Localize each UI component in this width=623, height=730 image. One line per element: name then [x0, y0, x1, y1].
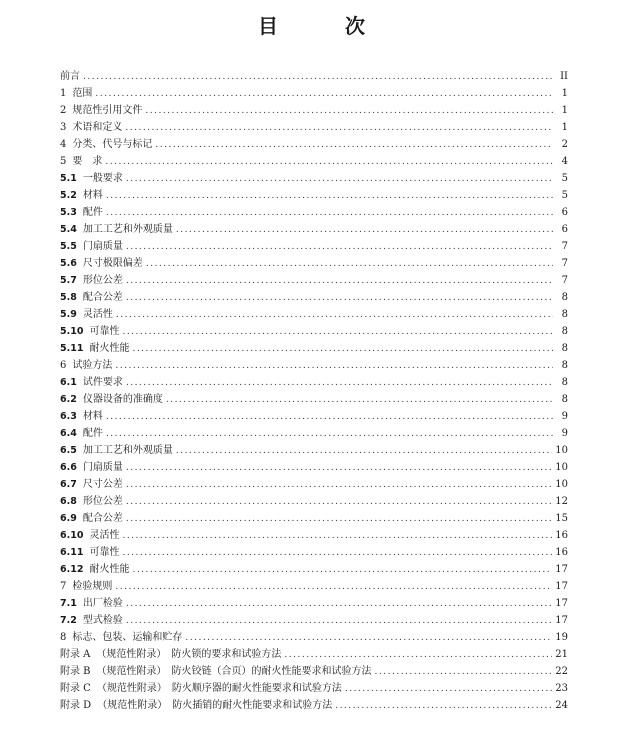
toc-entry-page: 24	[555, 700, 568, 711]
toc-entry-title: 门扇质量	[82, 241, 123, 252]
toc-entry[interactable]	[60, 661, 568, 678]
toc-entry-page: 1	[561, 122, 568, 133]
toc-dot-leader	[126, 377, 553, 389]
toc-entry-page: 17	[555, 564, 568, 575]
toc-entry[interactable]	[60, 440, 568, 457]
toc-dot-leader	[122, 530, 552, 542]
toc-dot-leader	[106, 411, 553, 423]
toc-entry-number: 4	[60, 139, 67, 150]
toc-entry-title: 检验规则	[72, 581, 113, 592]
toc-entry-page: 23	[555, 683, 568, 694]
toc-entry-number: 6	[60, 360, 67, 371]
toc-entry-title: 配合公差	[82, 513, 123, 524]
toc-dot-leader	[125, 122, 553, 134]
toc-entry-page: 8	[561, 360, 568, 371]
toc-dot-leader	[126, 598, 552, 610]
toc-entry-page: 1	[561, 88, 568, 99]
toc-entry-page: 5	[561, 190, 568, 201]
toc-entry-page: 8	[561, 309, 568, 320]
toc-dot-leader	[106, 190, 553, 202]
toc-dot-leader	[145, 105, 553, 117]
toc-entry-page: 7	[561, 275, 568, 286]
toc-entry-title: 配件	[82, 428, 103, 439]
toc-dot-leader	[126, 173, 553, 185]
toc-entry[interactable]	[60, 559, 568, 576]
toc-entry-title: 材料	[82, 190, 103, 201]
toc-entry[interactable]	[60, 542, 568, 559]
toc-entry-title: 分类、代号与标记	[72, 139, 153, 150]
toc-entry[interactable]	[60, 389, 568, 406]
toc-entry-page: 15	[555, 513, 568, 524]
toc-entry-title: 门扇质量	[82, 462, 123, 473]
toc-entry-page: 12	[555, 496, 568, 507]
page-title: 目 次	[258, 14, 395, 38]
toc-dot-leader	[126, 241, 553, 253]
toc-dot-leader	[122, 326, 553, 338]
toc-entry-title: 要 求	[72, 156, 103, 167]
toc-entry-number: 6.4	[60, 428, 77, 439]
toc-entry[interactable]	[60, 457, 568, 474]
toc-entry-title: （规范性附录） 防火锁的要求和试验方法	[96, 649, 282, 660]
toc-dot-leader	[106, 207, 553, 219]
toc-entry-title: 灵活性	[82, 309, 113, 320]
toc-entry[interactable]	[60, 508, 568, 525]
toc-entry-page: 9	[561, 428, 568, 439]
toc-entry-number: 附录 D	[60, 700, 92, 711]
toc-entry[interactable]	[60, 491, 568, 508]
toc-entry-page: 9	[561, 411, 568, 422]
toc-entry-number: 6.3	[60, 411, 77, 422]
toc-entry[interactable]	[60, 287, 568, 304]
toc-entry-page: 4	[561, 156, 568, 167]
toc-dot-leader	[116, 309, 553, 321]
toc-entry-number: 6.5	[60, 445, 77, 456]
toc-entry-number: 8	[60, 632, 67, 643]
toc-entry-number: 5.5	[60, 241, 77, 252]
toc-entry[interactable]	[60, 644, 568, 661]
toc-entry[interactable]	[60, 185, 568, 202]
toc-entry-number: 6.12	[60, 564, 84, 575]
toc-entry-number: 5.10	[60, 326, 84, 337]
toc-entry-page: 8	[561, 292, 568, 303]
toc-entry-page: 2	[561, 139, 568, 150]
toc-entry[interactable]	[60, 134, 568, 151]
toc-dot-leader	[126, 496, 552, 508]
toc-entry-page: 8	[561, 326, 568, 337]
toc-entry-page: 7	[561, 241, 568, 252]
toc-entry-page: 16	[555, 530, 568, 541]
toc-entry[interactable]	[60, 304, 568, 321]
toc-dot-leader	[146, 258, 553, 270]
toc-entry[interactable]	[60, 66, 568, 83]
toc-entry-number: 5.3	[60, 207, 77, 218]
toc-entry-page: 8	[561, 343, 568, 354]
toc-entry-page: 5	[561, 173, 568, 184]
toc-entry-title: （规范性附录） 防火铰链（合页）的耐火性能要求和试验方法	[96, 666, 372, 677]
toc-dot-leader	[185, 632, 552, 644]
toc-entry-page: 1	[561, 105, 568, 116]
toc-entry-number: 5.2	[60, 190, 77, 201]
toc-entry-number: 5.6	[60, 258, 77, 269]
toc-entry-title: 配件	[82, 207, 103, 218]
toc-entry-title: 尺寸极限偏差	[82, 258, 143, 269]
toc-entry-number: 6.10	[60, 530, 84, 541]
toc-entry-number: 5.11	[60, 343, 84, 354]
toc-entry-title: 试验方法	[72, 360, 113, 371]
toc-dot-leader	[375, 666, 553, 678]
toc-entry-title: 加工工艺和外观质量	[82, 445, 173, 456]
toc-entry-number: 6.1	[60, 377, 77, 388]
toc-entry[interactable]	[60, 100, 568, 117]
toc-entry-number: 6.6	[60, 462, 77, 473]
toc-entry-number: 6.7	[60, 479, 77, 490]
toc-entry-title: 形位公差	[82, 496, 123, 507]
toc-entry[interactable]	[60, 610, 568, 627]
toc-entry-title: 灵活性	[89, 530, 120, 541]
toc-entry[interactable]	[60, 321, 568, 338]
toc-entry-page: 22	[555, 666, 568, 677]
toc-entry-page: 10	[555, 479, 568, 490]
toc-entry[interactable]	[60, 372, 568, 389]
toc-entry-number: 5	[60, 156, 67, 167]
toc-entry-number: 7.2	[60, 615, 77, 626]
toc-entry-title: 术语和定义	[72, 122, 123, 133]
toc-entry-number: 5.9	[60, 309, 77, 320]
toc-entry[interactable]	[60, 83, 568, 100]
toc-entry-title: 耐火性能	[89, 564, 130, 575]
toc-entry-page: 10	[555, 462, 568, 473]
toc-entry-title: 规范性引用文件	[72, 105, 143, 116]
toc-entry-number: 5.4	[60, 224, 77, 235]
toc-entry[interactable]	[60, 219, 568, 236]
toc-entry-title: （规范性附录） 防火插销的耐火性能要求和试验方法	[97, 700, 333, 711]
toc-entry[interactable]	[60, 576, 568, 593]
toc-dot-leader	[126, 275, 553, 287]
toc-entry-number: 6.2	[60, 394, 77, 405]
toc-dot-leader	[122, 547, 552, 559]
toc-entry-title: 尺寸公差	[82, 479, 123, 490]
toc-entry-title: 型式检验	[82, 615, 123, 626]
toc-dot-leader	[95, 88, 553, 100]
toc-entry-page: 16	[555, 547, 568, 558]
toc-entry-title: 耐火性能	[89, 343, 130, 354]
toc-entry-page: 6	[561, 207, 568, 218]
toc-entry-number: 5.7	[60, 275, 77, 286]
toc-entry-page: 17	[555, 598, 568, 609]
toc-entry[interactable]	[60, 117, 568, 134]
toc-entry-title: 可靠性	[89, 326, 120, 337]
toc-entry[interactable]	[60, 423, 568, 440]
toc-dot-leader	[284, 649, 552, 661]
toc-entry[interactable]	[60, 253, 568, 270]
toc-dot-leader	[83, 71, 553, 83]
toc-entry[interactable]	[60, 270, 568, 287]
toc-entry[interactable]	[60, 525, 568, 542]
toc-entry[interactable]	[60, 151, 568, 168]
toc-dot-leader	[126, 615, 552, 627]
toc-entry-page: 7	[561, 258, 568, 269]
toc-dot-leader	[176, 224, 553, 236]
toc-entry-page: 10	[555, 445, 568, 456]
toc-entry-title: 可靠性	[89, 547, 120, 558]
toc-entry[interactable]	[60, 202, 568, 219]
toc-entry-number: 1	[60, 88, 67, 99]
toc-entry[interactable]	[60, 406, 568, 423]
toc-entry-title: （规范性附录） 防火顺序器的耐火性能要求和试验方法	[96, 683, 342, 694]
toc-entry[interactable]	[60, 593, 568, 610]
toc-entry-title: 一般要求	[82, 173, 123, 184]
toc-dot-leader	[126, 513, 552, 525]
toc-entry-number: 6.11	[60, 547, 84, 558]
toc-entry-number: 5.1	[60, 173, 77, 184]
toc-entry-page: II	[560, 71, 568, 82]
toc-dot-leader	[345, 683, 552, 695]
toc-entry[interactable]	[60, 338, 568, 355]
toc-entry[interactable]	[60, 627, 568, 644]
toc-entry-page: 6	[561, 224, 568, 235]
toc-entry[interactable]	[60, 168, 568, 185]
toc-entry-page: 8	[561, 377, 568, 388]
toc-entry-page: 17	[555, 581, 568, 592]
toc-dot-leader	[132, 564, 552, 576]
table-of-contents	[60, 66, 568, 712]
toc-entry-number: 3	[60, 122, 67, 133]
toc-entry-number: 附录 A	[60, 649, 91, 660]
toc-entry-title: 出厂检验	[82, 598, 123, 609]
toc-dot-leader	[126, 479, 552, 491]
toc-entry-number: 5.8	[60, 292, 77, 303]
toc-entry-title: 试件要求	[82, 377, 123, 388]
toc-dot-leader	[155, 139, 553, 151]
toc-dot-leader	[105, 156, 553, 168]
toc-entry-page: 8	[561, 394, 568, 405]
toc-entry-title: 范围	[72, 88, 93, 99]
toc-entry-title: 材料	[82, 411, 103, 422]
toc-dot-leader	[166, 394, 553, 406]
toc-entry-number: 7.1	[60, 598, 77, 609]
toc-dot-leader	[115, 581, 552, 593]
toc-entry-number: 附录 C	[60, 683, 91, 694]
toc-entry-title: 加工工艺和外观质量	[82, 224, 173, 235]
toc-entry-title: 标志、包装、运输和贮存	[72, 632, 183, 643]
toc-dot-leader	[115, 360, 553, 372]
toc-entry[interactable]	[60, 695, 568, 712]
toc-entry-page: 19	[555, 632, 568, 643]
toc-entry-number: 2	[60, 105, 67, 116]
toc-entry[interactable]	[60, 678, 568, 695]
toc-entry[interactable]	[60, 355, 568, 372]
toc-dot-leader	[335, 700, 552, 712]
toc-dot-leader	[126, 462, 552, 474]
toc-entry-title: 前言	[60, 71, 80, 82]
toc-entry-title: 配合公差	[82, 292, 123, 303]
toc-entry-title: 仪器设备的准确度	[82, 394, 163, 405]
toc-entry[interactable]	[60, 474, 568, 491]
toc-dot-leader	[176, 445, 552, 457]
toc-entry-page: 21	[555, 649, 568, 660]
toc-dot-leader	[126, 292, 553, 304]
toc-entry-number: 6.9	[60, 513, 77, 524]
toc-entry[interactable]	[60, 236, 568, 253]
toc-dot-leader	[132, 343, 553, 355]
toc-entry-number: 附录 B	[60, 666, 91, 677]
toc-entry-number: 7	[60, 581, 67, 592]
toc-entry-page: 17	[555, 615, 568, 626]
toc-entry-title: 形位公差	[82, 275, 123, 286]
toc-entry-number: 6.8	[60, 496, 77, 507]
toc-dot-leader	[106, 428, 553, 440]
